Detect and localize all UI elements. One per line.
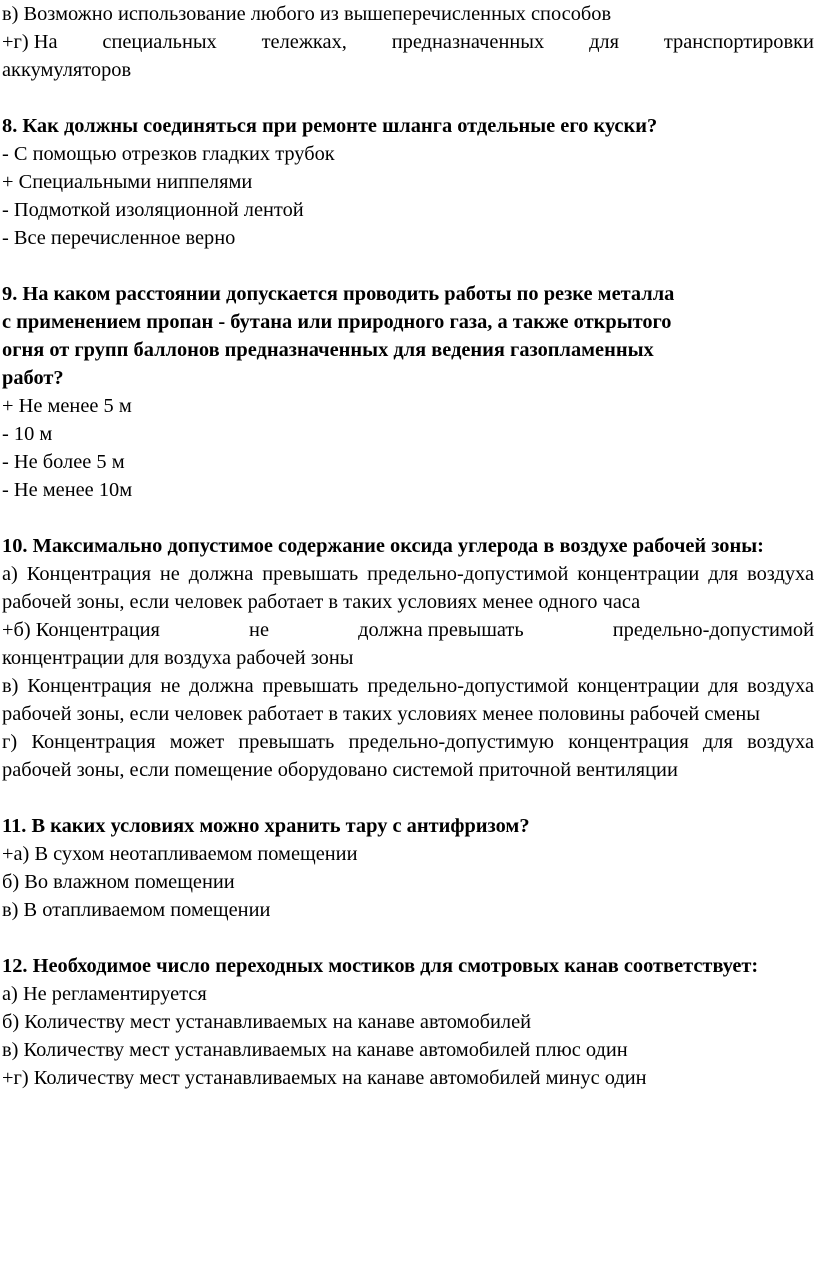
q10-answer-a: а) Концентрация не должна превышать предельно-допустимой концентрации для воздуха рабочей зоны, если человек работает в таких условиях менее одного часа [2,563,814,613]
q9-title-line: огня от групп баллонов предназначенных для ведения газопламенных [2,339,654,361]
q7-answer-v: в) Возможно использование любого из вышеперечисленных способов [2,3,612,25]
q10-answer-b-word: должна превышать [358,619,524,641]
q7-answer-g [2,28,814,56]
q9-answer: - 10 м [2,423,53,445]
q8-answer: + Специальными ниппелями [2,171,253,193]
q10-answer-b-word: не [249,619,269,641]
q9-title-line: с применением пропан - бутана или природного газа, а также открытого [2,311,672,333]
q7-answer-g-word: специальных [102,31,217,53]
q8-title: 8. Как должны соединяться при ремонте шланга отдельные его куски? [2,115,658,137]
q10-answer-b [2,616,814,644]
spacer [2,504,814,532]
q12-answer: +г) Количеству мест устанавливаемых на канаве автомобилей минус один [2,1067,647,1089]
q7-answer-g-tail: аккумуляторов [2,59,132,81]
q7-answer-g-word: предназначенных [391,31,545,53]
q9-title-line: 9. На каком расстоянии допускается проводить работы по резке металла [2,283,675,305]
spacer [2,252,814,280]
q10-answer-b-word: +б) Концентрация [2,619,160,641]
q10-answer-d: г) Концентрация может превышать предельно-допустимую концентрация для воздуха рабочей зоны, если помещение оборудовано системой приточной вентиляции [2,731,814,781]
q12-answer: а) Не регламентируется [2,983,207,1005]
q7-answer-g-word: тележках, [261,31,347,53]
q8-answer: - Подмоткой изоляционной лентой [2,199,304,221]
spacer [2,84,814,112]
q9-answer: - Не более 5 м [2,451,125,473]
q8-answer: - Все перечисленное верно [2,227,236,249]
q9-answer: + Не менее 5 м [2,395,132,417]
q10-answer-b-word: предельно-допустимой [612,619,814,641]
q10-title: 10. Максимально допустимое содержание оксида углерода в воздухе рабочей зоны: [2,535,764,557]
q12-answer: б) Количеству мест устанавливаемых на канаве автомобилей [2,1011,532,1033]
q8-answer: - С помощью отрезков гладких трубок [2,143,335,165]
q11-answer: +а) В сухом неотапливаемом помещении [2,843,358,865]
q7-answer-g-word: +г) На [2,31,58,53]
spacer [2,784,814,812]
q12-answer: в) Количеству мест устанавливаемых на канаве автомобилей плюс один [2,1039,628,1061]
spacer [2,924,814,952]
q9-answer: - Не менее 10м [2,479,133,501]
q10-answer-c: в) Концентрация не должна превышать предельно-допустимой концентрации для воздуха рабочей зоны, если человек работает в таких условиях менее половины рабочей смены [2,675,814,725]
q11-answer: б) Во влажном помещении [2,871,235,893]
q7-answer-g-word: транспортировки [663,31,814,53]
q10-answer-b-tail: концентрации для воздуха рабочей зоны [2,647,354,669]
q12-title: 12. Необходимое число переходных мостиков для смотровых канав соответствует: [2,955,759,977]
q11-title: 11. В каких условиях можно хранить тару с антифризом? [2,815,530,837]
q7-answer-g-word: для [589,31,619,53]
q11-answer: в) В отапливаемом помещении [2,899,271,921]
q9-title-line: работ? [2,367,64,389]
